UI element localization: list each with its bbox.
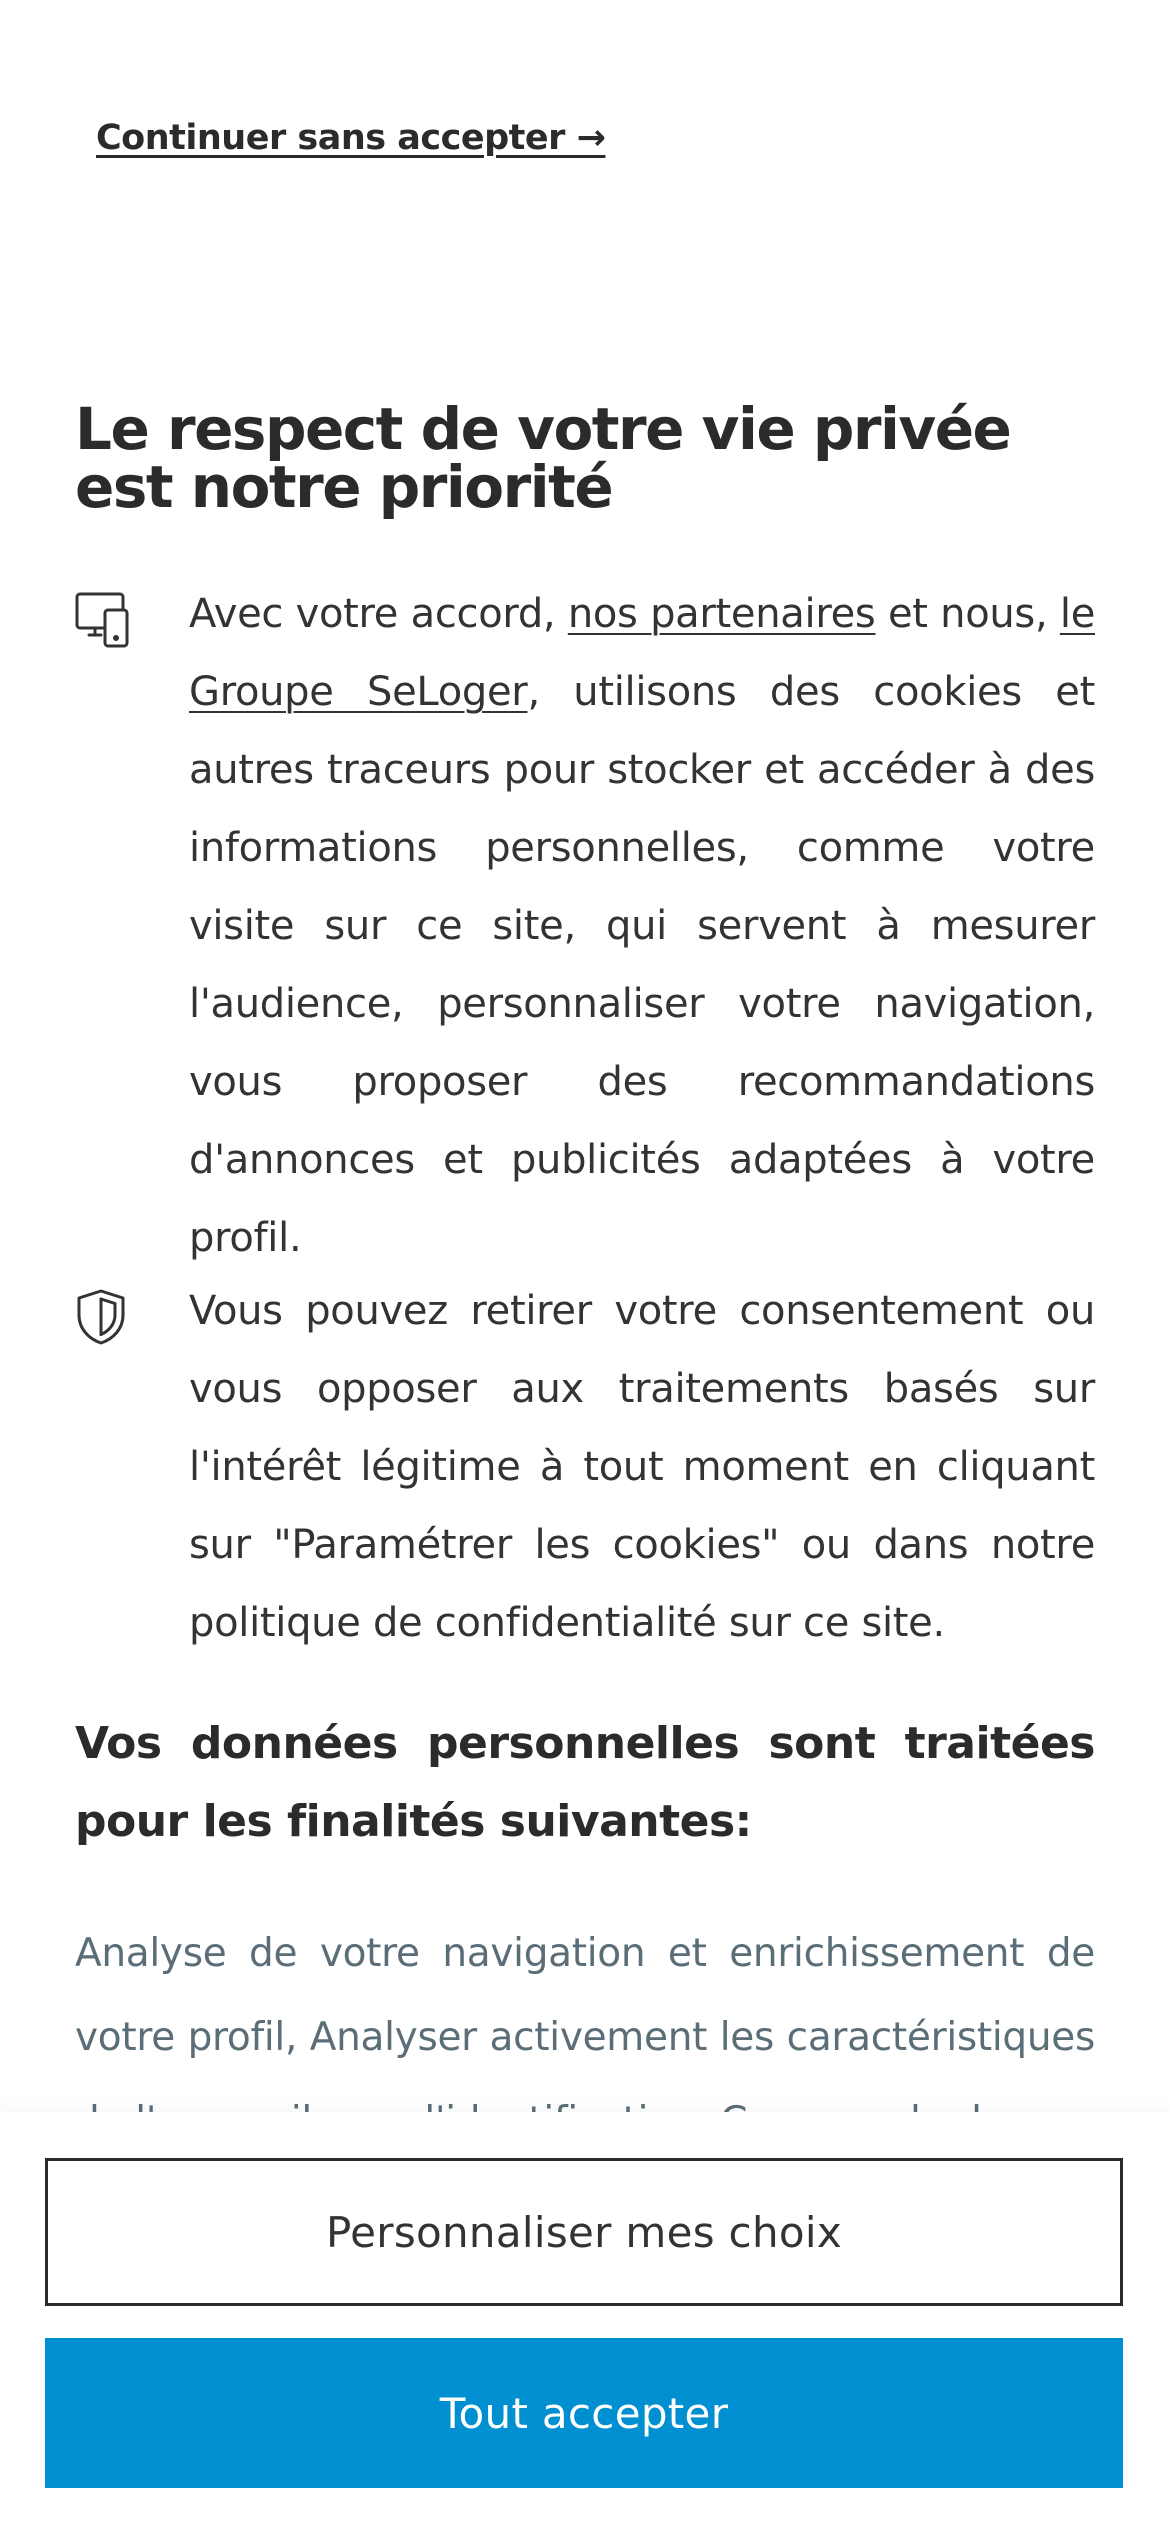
continue-without-accepting-link[interactable]: Continuer sans accepter → (96, 118, 606, 158)
purposes-heading: Vos données personnelles sont traitées pour les finalités suivantes: (75, 1718, 1095, 1847)
customize-choices-button[interactable]: Personnaliser mes choix (45, 2158, 1123, 2306)
page-title: Le respect de votre vie privée est notre priorité (75, 395, 1011, 521)
withdraw-consent-description: Vous pouvez retirer votre consentement ou vous opposer aux traitements basés sur l'intérêt légitime à tout moment en cliquant sur "Paramétrer les cookies" ou dans notre politique de confidentialité sur ce site. (189, 1288, 1095, 1646)
accept-all-button[interactable]: Tout accepter (45, 2338, 1123, 2488)
devices-icon (75, 575, 189, 1277)
consent-description (189, 575, 1095, 1277)
consent-text-middle: et nous, (875, 591, 1060, 637)
withdraw-info-block (75, 1272, 1095, 1662)
consent-info-block (75, 575, 1095, 1277)
consent-text-suffix: , utilisons des cookies et autres traceurs pour stocker et accéder à des informations personnelles, comme votre visite sur ce site, qui servent à mesurer l'audience, personnaliser votre navigation, vous proposer des recommandations d'annonces et publicités adaptées à votre profil. (189, 669, 1096, 1261)
seloger-group-link[interactable]: le Groupe SeLoger (189, 591, 1095, 715)
consent-text-prefix: Avec votre accord, (189, 591, 568, 637)
partners-link[interactable]: nos partenaires (567, 591, 876, 637)
shield-icon (75, 1272, 189, 1662)
purposes-list-text: Analyse de votre navigation et enrichissement de votre profil, Analyser activement les caractéristiques (75, 1931, 1095, 2060)
